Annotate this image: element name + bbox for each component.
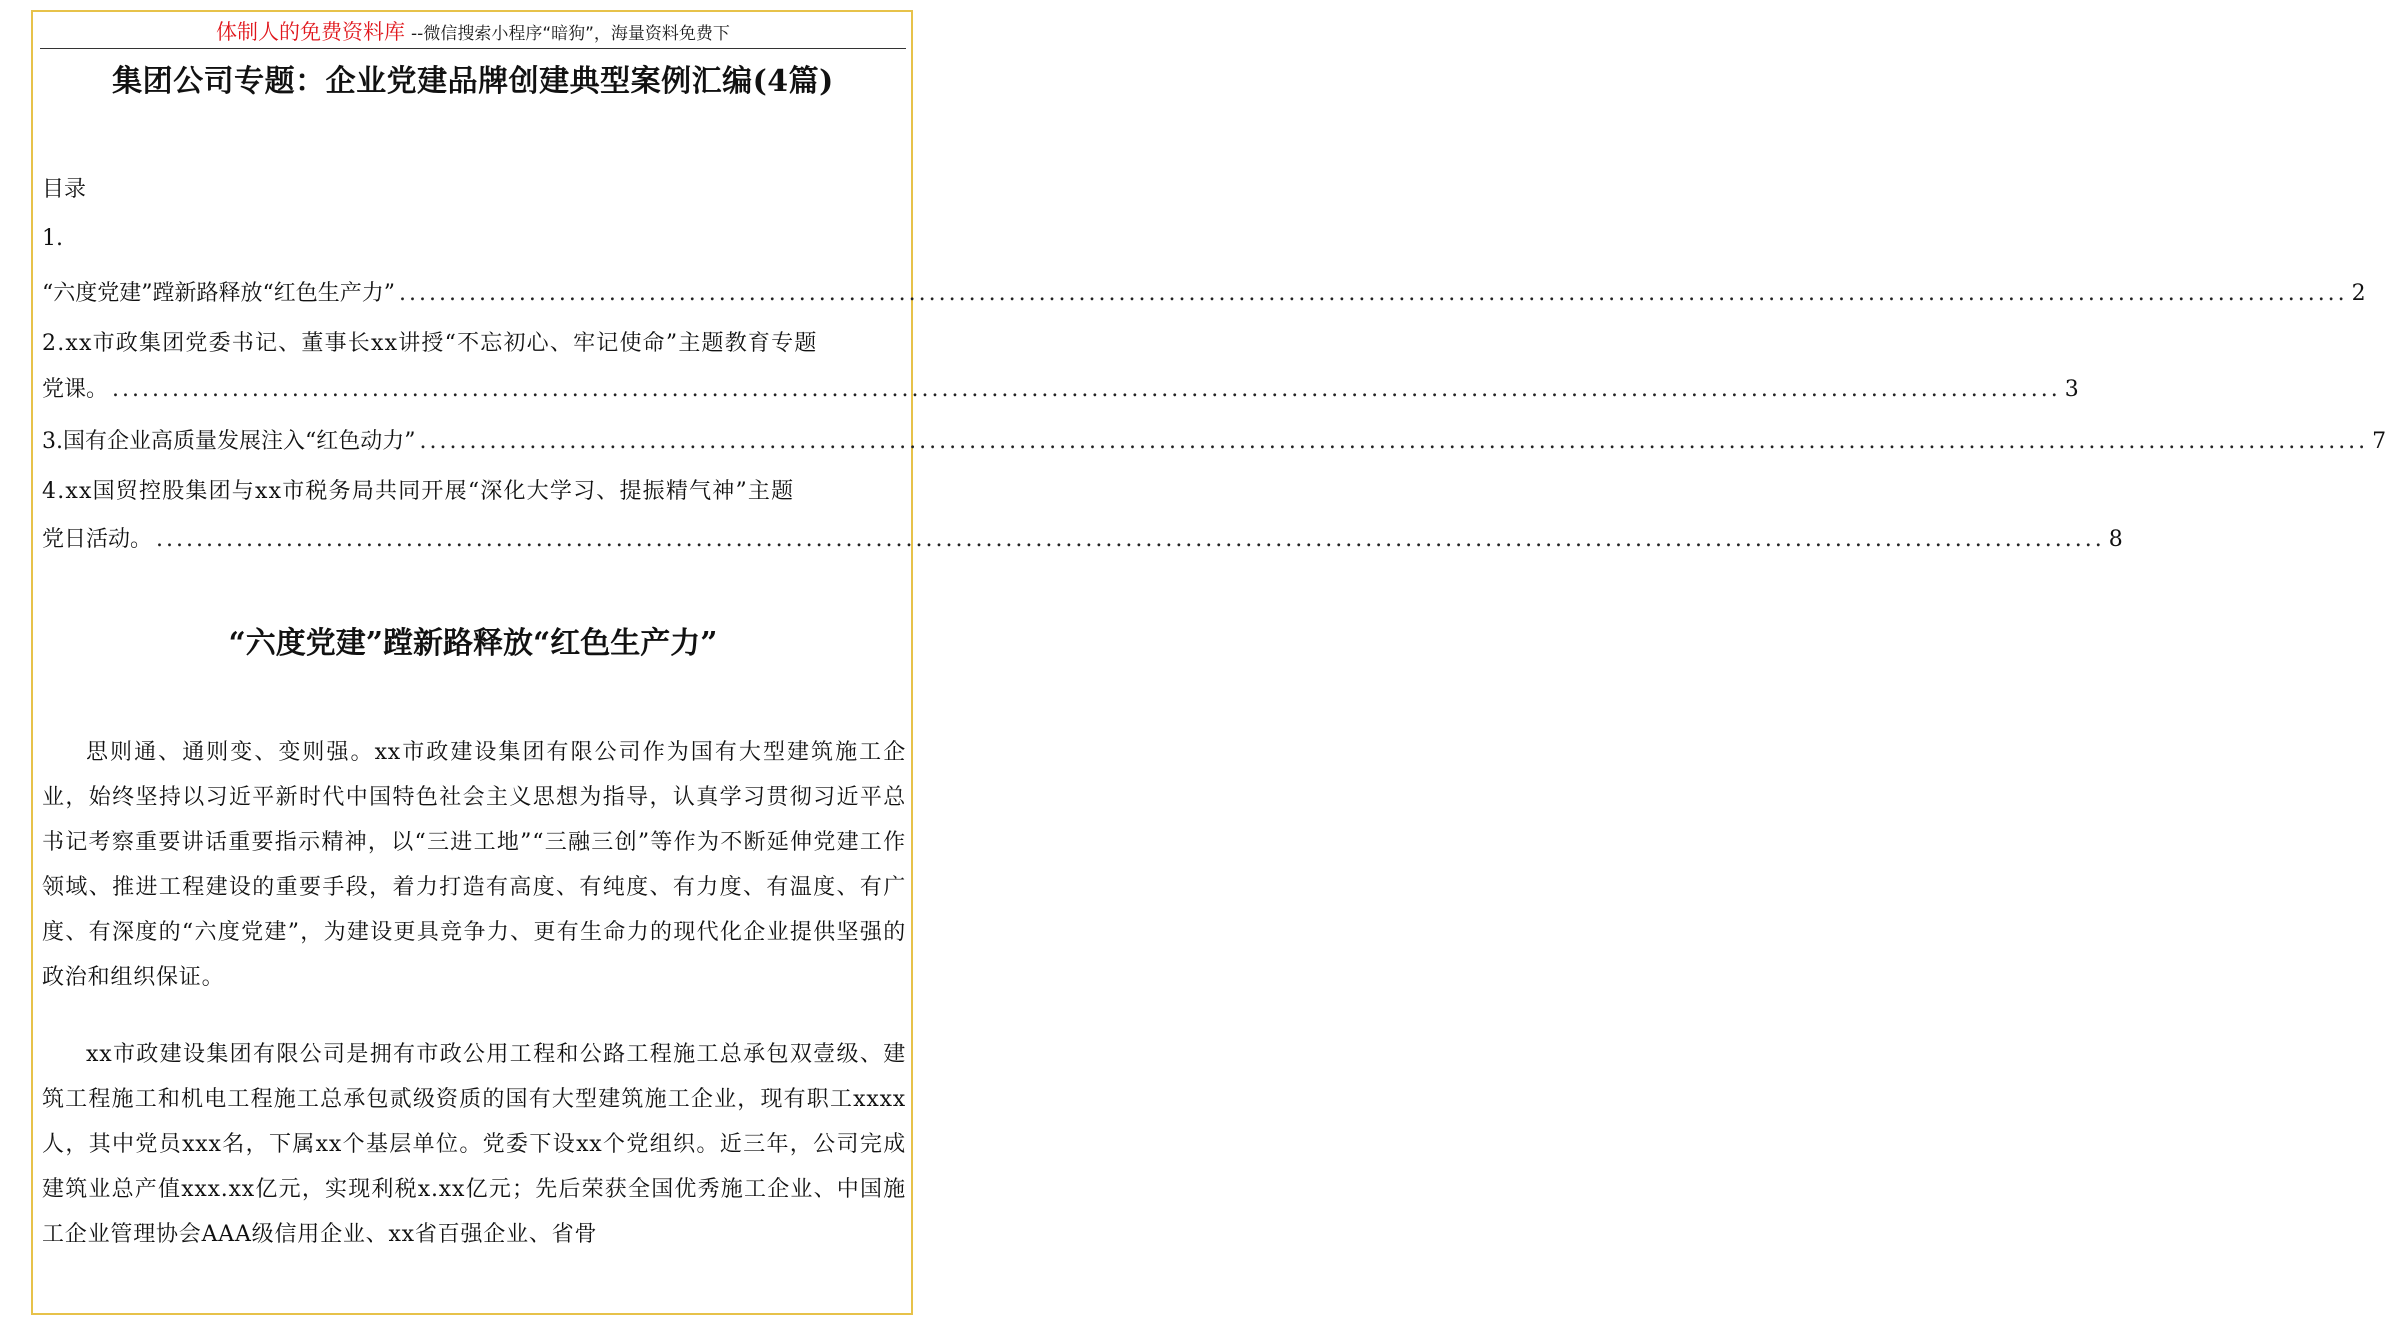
document-title: 集团公司专题：企业党建品牌创建典型案例汇编(4篇) bbox=[112, 64, 834, 99]
toc-item-3[interactable] bbox=[42, 424, 2386, 458]
toc-item-2-page: 3 bbox=[2064, 377, 2079, 402]
toc-heading: 目录 bbox=[42, 177, 87, 202]
toc-item-1-number: 1. bbox=[42, 226, 63, 251]
body-paragraph-1: 思则通、通则变、变则强。xx市政建设集团有限公司作为国有大型建筑施工企业，始终坚持以习近平新时代中国特色社会主义思想为指导，认真学习贯彻习近平总书记考察重要讲话重要指示精神，以“三进工地”“三融三创”等作为不断延伸党建工作领域、推进工程建设的重要手段，着力打造有高度、有纯度、有力度、有温度、有广度、有深度的“六度党建”，为建设更具竞争力、更有生命力的现代化企业提供坚强的政治和组织保证。 bbox=[42, 740, 906, 990]
toc-item-3-text: 3.国有企业高质量发展注入“红色动力” bbox=[42, 429, 416, 454]
toc-item-4[interactable] bbox=[42, 522, 2123, 556]
toc-item-4-text[interactable]: 4.xx国贸控股集团与xx市税务局共同开展“深化大学习、提振精气神”主题 bbox=[42, 479, 795, 504]
toc-item-1-text: “六度党建”蹚新路释放“红色生产力” bbox=[42, 281, 395, 306]
toc-item-4-page: 8 bbox=[2108, 527, 2123, 552]
watermark-tagline: --微信搜索小程序“暗狗”，海量资料免费下 bbox=[411, 23, 730, 44]
toc-leader-dots: ................................................................................................................................................................................................... bbox=[112, 377, 2061, 402]
watermark-banner bbox=[40, 16, 906, 46]
section-title: “六度党建”蹚新路释放“红色生产力” bbox=[228, 626, 718, 661]
toc-item-4-text-cont: 党日活动。 bbox=[42, 527, 153, 552]
toc-leader-dots: ................................................................................................................................................................................................... bbox=[419, 429, 2369, 454]
toc-item-3-page: 7 bbox=[2372, 429, 2386, 454]
header-divider bbox=[40, 48, 906, 49]
toc-item-2[interactable] bbox=[42, 372, 2079, 406]
toc-leader-dots: ................................................................................................................................................................................................... bbox=[156, 527, 2105, 552]
toc-leader-dots: ................................................................................................................................................................................................... bbox=[399, 281, 2348, 306]
toc-item-1-page: 2 bbox=[2351, 281, 2366, 306]
toc-item-2-text-cont: 党课。 bbox=[42, 377, 109, 402]
body-paragraph-2: xx市政建设集团有限公司是拥有市政公用工程和公路工程施工总承包双壹级、建筑工程施工和机电工程施工总承包贰级资质的国有大型建筑施工企业，现有职工xxxx人，其中党员xxx名，下属xx个基层单位。党委下设xx个党组织。近三年，公司完成建筑业总产值xxx.xx亿元，实现利税x.xx亿元；先后荣获全国优秀施工企业、中国施工企业管理协会AAA级信用企业、xx省百强企业、省骨 bbox=[42, 1042, 906, 1247]
toc-item-1[interactable] bbox=[42, 276, 2366, 310]
toc-item-2-text[interactable]: 2.xx市政集团党委书记、董事长xx讲授“不忘初心、牢记使命”主题教育专题 bbox=[42, 331, 818, 356]
watermark-brand: 体制人的免费资料库 bbox=[216, 20, 406, 44]
